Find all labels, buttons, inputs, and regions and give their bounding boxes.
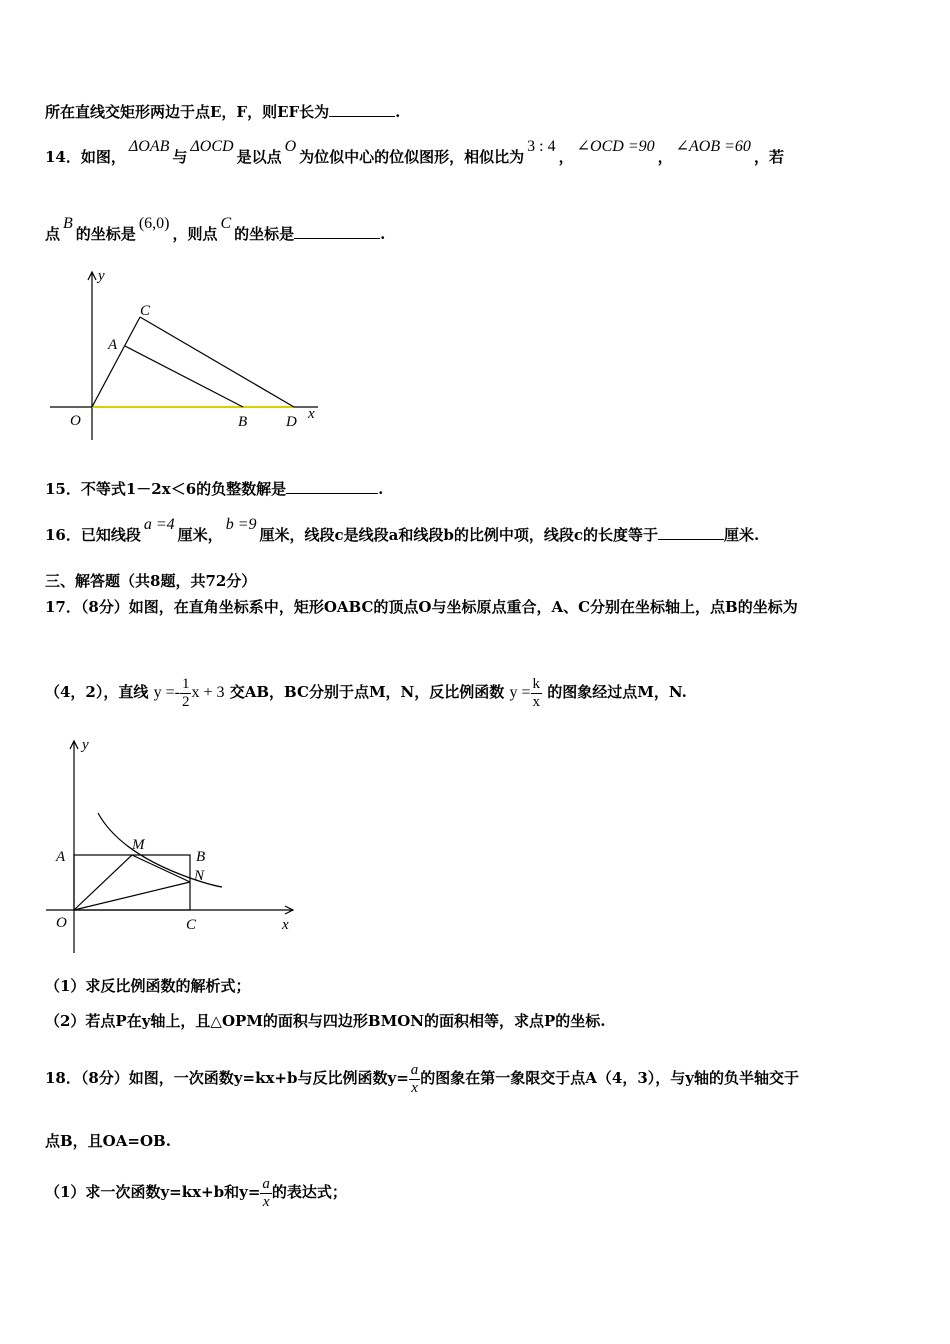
question-17-line2: （4，2），直线 y =- $\frac{1}{2}$ x + 3 交AB，BC分别于点M，N，反比例函数 y = $\frac{k}{x}$ 的图象经过点M，N.: [45, 675, 687, 710]
figure-14: [40, 260, 340, 445]
answer-blank: [658, 525, 724, 540]
segment-ab: [125, 346, 243, 407]
label-b: B: [238, 414, 248, 430]
answer-blank: [286, 479, 378, 494]
fraction-one-half: $\frac{1}{2}$: [181, 675, 190, 710]
fraction-a-over-x: $\frac{a}{x}$: [410, 1061, 419, 1096]
question-18-line2: 点B，且OA=OB.: [45, 1132, 171, 1150]
label-c: C: [186, 917, 197, 933]
label-y: y: [98, 268, 105, 284]
label-x: x: [308, 406, 315, 422]
section-heading: 三、解答题（共8题，共72分）: [45, 572, 257, 590]
label-m: M: [132, 837, 145, 853]
label-a: A: [108, 337, 118, 353]
label-x: x: [282, 917, 289, 933]
fraction-a-over-x-2: $\frac{a}{x}$: [262, 1175, 270, 1210]
label-o: O: [70, 413, 81, 429]
fraction-k-over-x: $\frac{k}{x}$: [532, 675, 541, 710]
question-15: 15．不等式1－2x＜6的负整数解是 .: [45, 480, 384, 498]
question-18: 18．（8分）如图，一次函数y=kx+b与反比例函数y= $\frac{a}{x}$ 的图象在第一象限交于点A（4，3），与y轴的负半轴交于: [45, 1061, 800, 1096]
label-b: B: [196, 849, 206, 865]
segment-oc: [92, 317, 140, 407]
line-top: 所在直线交矩形两边于点E，F，则EF长为 .: [45, 103, 401, 121]
segment-on: [74, 882, 190, 910]
answer-blank: [329, 102, 395, 117]
question-18-part1: （1）求一次函数y=kx+b和y= $\frac{a}{x}$ 的表达式；: [45, 1175, 347, 1210]
question-14-line2: 点B的坐标是(6,0)，则点C的坐标是 .: [45, 215, 386, 243]
line-mn: [132, 855, 190, 882]
figure-17: [40, 735, 305, 960]
line-top-text: 所在直线交矩形两边于点E，F，则EF长为: [45, 103, 330, 121]
question-17-part1: （1）求反比例函数的解析式；: [45, 977, 251, 995]
label-o: O: [56, 915, 67, 931]
question-17-part2: （2）若点P在y轴上，且△OPM的面积与四边形BMON的面积相等，求点P的坐标.: [45, 1012, 606, 1030]
label-a: A: [56, 849, 66, 865]
segment-om: [74, 855, 132, 910]
label-d: D: [286, 414, 297, 430]
label-y: y: [82, 737, 89, 753]
answer-blank: [294, 224, 380, 239]
rectangle-oabc: [74, 855, 190, 910]
question-14: 14．如图，ΔOAB与ΔOCD是以点O为位似中心的位似图形，相似比为3 : 4，∠OCD =90，∠AOB =60，若: [45, 138, 784, 166]
question-17: 17．（8分）如图，在直角坐标系中，矩形OABC的顶点O与坐标原点重合，A、C分别在坐标轴上，点B的坐标为: [45, 598, 798, 616]
question-16: 16．已知线段a =4厘米，b =9厘米，线段c是线段a和线段b的比例中项，线段c的长度等于 厘米.: [45, 516, 760, 544]
label-c: C: [140, 303, 151, 319]
label-n: N: [194, 868, 205, 884]
